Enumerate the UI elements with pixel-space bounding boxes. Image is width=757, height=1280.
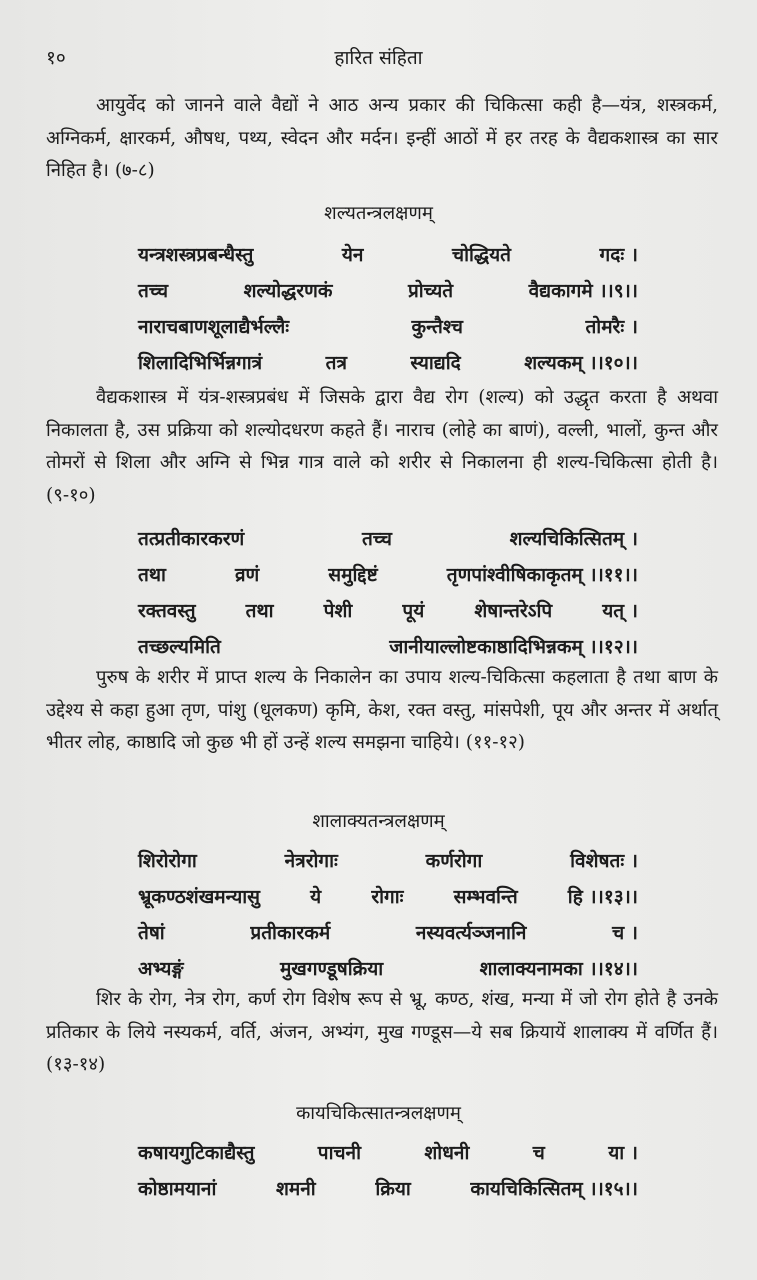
verse-word: सम्भवन्ति xyxy=(453,886,518,908)
verse-word: शालाक्यनामका ।।१४।। xyxy=(479,958,638,980)
verse-word: तथा xyxy=(138,564,166,586)
verse-block xyxy=(138,521,638,665)
verse-word: तोमरैः । xyxy=(585,316,638,338)
paragraph-3: पुरुष के शरीर में प्राप्त शल्य के निकालेन का उपाय शल्य-चिकित्सा कहलाता है तथा बाण के उद्देश्य से कहा हुआ तृण, पांशु (धूलकण) कृमि, केश, रक्त वस्तु, मांसपेशी, पूय और अन्तर में अर्थात् भीतर लोह, काष्ठादि जो कुछ भी हों उन्हें शल्य समझना चाहिये। (११-१२) xyxy=(46,667,718,753)
verse-word: कायचिकित्सितम् ।।१५।। xyxy=(470,1178,638,1200)
verse-line xyxy=(138,879,638,915)
verse-word: प्रोच्यते xyxy=(407,280,454,302)
verse-word: कुन्तैश्च xyxy=(411,316,463,338)
verse-word: यत् । xyxy=(602,600,638,622)
verse-block xyxy=(138,843,638,987)
verse-word: प्रतीकारकर्म xyxy=(250,922,331,944)
verse-word: नस्यवर्त्यञ्जनानि xyxy=(415,922,527,944)
verse-word: भ्रूकण्ठशंखमन्यासु xyxy=(138,886,261,908)
verse-line xyxy=(138,1171,638,1207)
verse-word: तथा xyxy=(245,600,274,622)
verse-line xyxy=(138,273,638,309)
verse-word: स्याद्यदि xyxy=(410,352,461,374)
verse-line xyxy=(138,843,638,879)
verse-word: च । xyxy=(612,922,638,944)
verse-word: रोगाः xyxy=(371,886,404,908)
verse-word: जानीयाल्लोष्टकाष्ठादिभिन्नकम् ।।१२।। xyxy=(389,636,638,658)
verse-word: तच्छल्यमिति xyxy=(138,636,221,658)
verse-word: कोष्ठामयानां xyxy=(138,1178,217,1200)
verse-word: नाराचबाणशूलाद्यैर्भल्लैः xyxy=(138,316,290,338)
page-number: १० xyxy=(46,47,66,69)
verse-word: व्रणं xyxy=(234,564,260,586)
verse-word: क्रिया xyxy=(375,1178,411,1200)
verse-word: शोधनी xyxy=(424,1142,470,1164)
verse-word: तत्प्रतीकारकरणं xyxy=(138,528,245,550)
verse-word: रक्तवस्तु xyxy=(138,600,196,622)
verse-word: अभ्यङ्गं xyxy=(138,958,184,980)
verse-word: शल्यचिकित्सितम् । xyxy=(509,528,638,550)
verse-word: या । xyxy=(608,1142,638,1164)
verse-word: पूयं xyxy=(402,600,425,622)
verse-word: तृणपांश्वीषिकाकृतम् ।।११।। xyxy=(446,564,638,586)
verse-word: तच्च xyxy=(138,280,169,302)
section-heading-shalya: शल्यतन्त्रलक्षणम् xyxy=(324,203,433,224)
verse-block xyxy=(138,237,638,381)
paragraph-4: शिर के रोग, नेत्र रोग, कर्ण रोग विशेष रूप से भ्रू, कण्ठ, शंख, मन्या में जो रोग होते है उनके प्रतिकार के लिये नस्यकर्म, वर्ति, अंजन, अभ्यंग, मुख गण्डूस—ये सब क्रियायें शालाक्य में वर्णित हैं। (१३-१४) xyxy=(46,989,718,1075)
verse-word: हि ।।१३।। xyxy=(567,886,638,908)
paragraph-1: आयुर्वेद को जानने वाले वैद्यों ने आठ अन्य प्रकार की चिकित्सा कही है—यंत्र, शस्त्रकर्म, अग्निकर्म, क्षारकर्म, औषध, पथ्य, स्वेदन और मर्दन। इन्हीं आठों में हर तरह के वैद्यकशास्त्र का सार निहित है। (७-८) xyxy=(46,95,718,181)
verse-word: कर्णरोगा xyxy=(425,850,483,872)
verse-line xyxy=(138,951,638,987)
verse-word: ये xyxy=(310,886,322,908)
verse-word: शल्योद्धरणकं xyxy=(243,280,333,302)
verse-line xyxy=(138,915,638,951)
verse-word: शिरोरोगा xyxy=(138,850,197,872)
verse-word: येन xyxy=(341,244,364,266)
verse-word: नेत्ररोगाः xyxy=(284,850,338,872)
verse-block xyxy=(138,1135,638,1207)
verse-line xyxy=(138,237,638,273)
verse-word: यन्त्रशस्त्रप्रबन्धैस्तु xyxy=(138,244,254,266)
verse-line xyxy=(138,521,638,557)
verse-word: वैद्यकागमे ।।९।। xyxy=(528,280,638,302)
verse-word: मुखगण्डूषक्रिया xyxy=(279,958,384,980)
verse-word: चोद्धियते xyxy=(452,244,511,266)
verse-word: शल्यकम् ।।१०।। xyxy=(524,352,638,374)
verse-word: विशेषतः । xyxy=(570,850,638,872)
verse-line xyxy=(138,593,638,629)
verse-line xyxy=(138,309,638,345)
verse-word: समुद्दिष्टं xyxy=(328,564,378,586)
page-header xyxy=(0,44,757,74)
verse-word: च xyxy=(532,1142,545,1164)
verse-word: शमनी xyxy=(275,1178,316,1200)
verse-word: तच्च xyxy=(361,528,392,550)
section-heading-shalakya: शालाक्यतन्त्रलक्षणम् xyxy=(312,811,445,832)
running-title: हारित संहिता xyxy=(334,47,423,69)
verse-word: तत्र xyxy=(325,352,347,374)
verse-word: पेशी xyxy=(323,600,353,622)
verse-word: शिलादिभिर्भिन्नगात्रं xyxy=(138,352,263,374)
verse-line xyxy=(138,629,638,665)
verse-word: पाचनी xyxy=(317,1142,362,1164)
verse-line xyxy=(138,557,638,593)
verse-word: तेषां xyxy=(138,922,165,944)
verse-word: गदः । xyxy=(599,244,638,266)
paragraph-2: वैद्यकशास्त्र में यंत्र-शस्त्रप्रबंध में जिसके द्वारा वैद्य रोग (शल्य) को उद्धृत करता है अथवा निकालता है, उस प्रक्रिया को शल्योदधरण कहते हैं। नाराच (लोहे का बाणं), वल्ली, भालों, कुन्त और तोमरों से शिला और अग्नि से भिन्न गात्र वाले को शरीर से निकालना ही शल्य-चिकित्सा होती है। (९-१०) xyxy=(46,387,718,506)
verse-word: कषायगुटिकाद्यैस्तु xyxy=(138,1142,255,1164)
section-heading-kayachikitsa: कायचिकित्सातन्त्रलक्षणम् xyxy=(296,1103,461,1124)
verse-line xyxy=(138,345,638,381)
verse-word: शेषान्तरेऽपि xyxy=(474,600,553,622)
verse-line xyxy=(138,1135,638,1171)
